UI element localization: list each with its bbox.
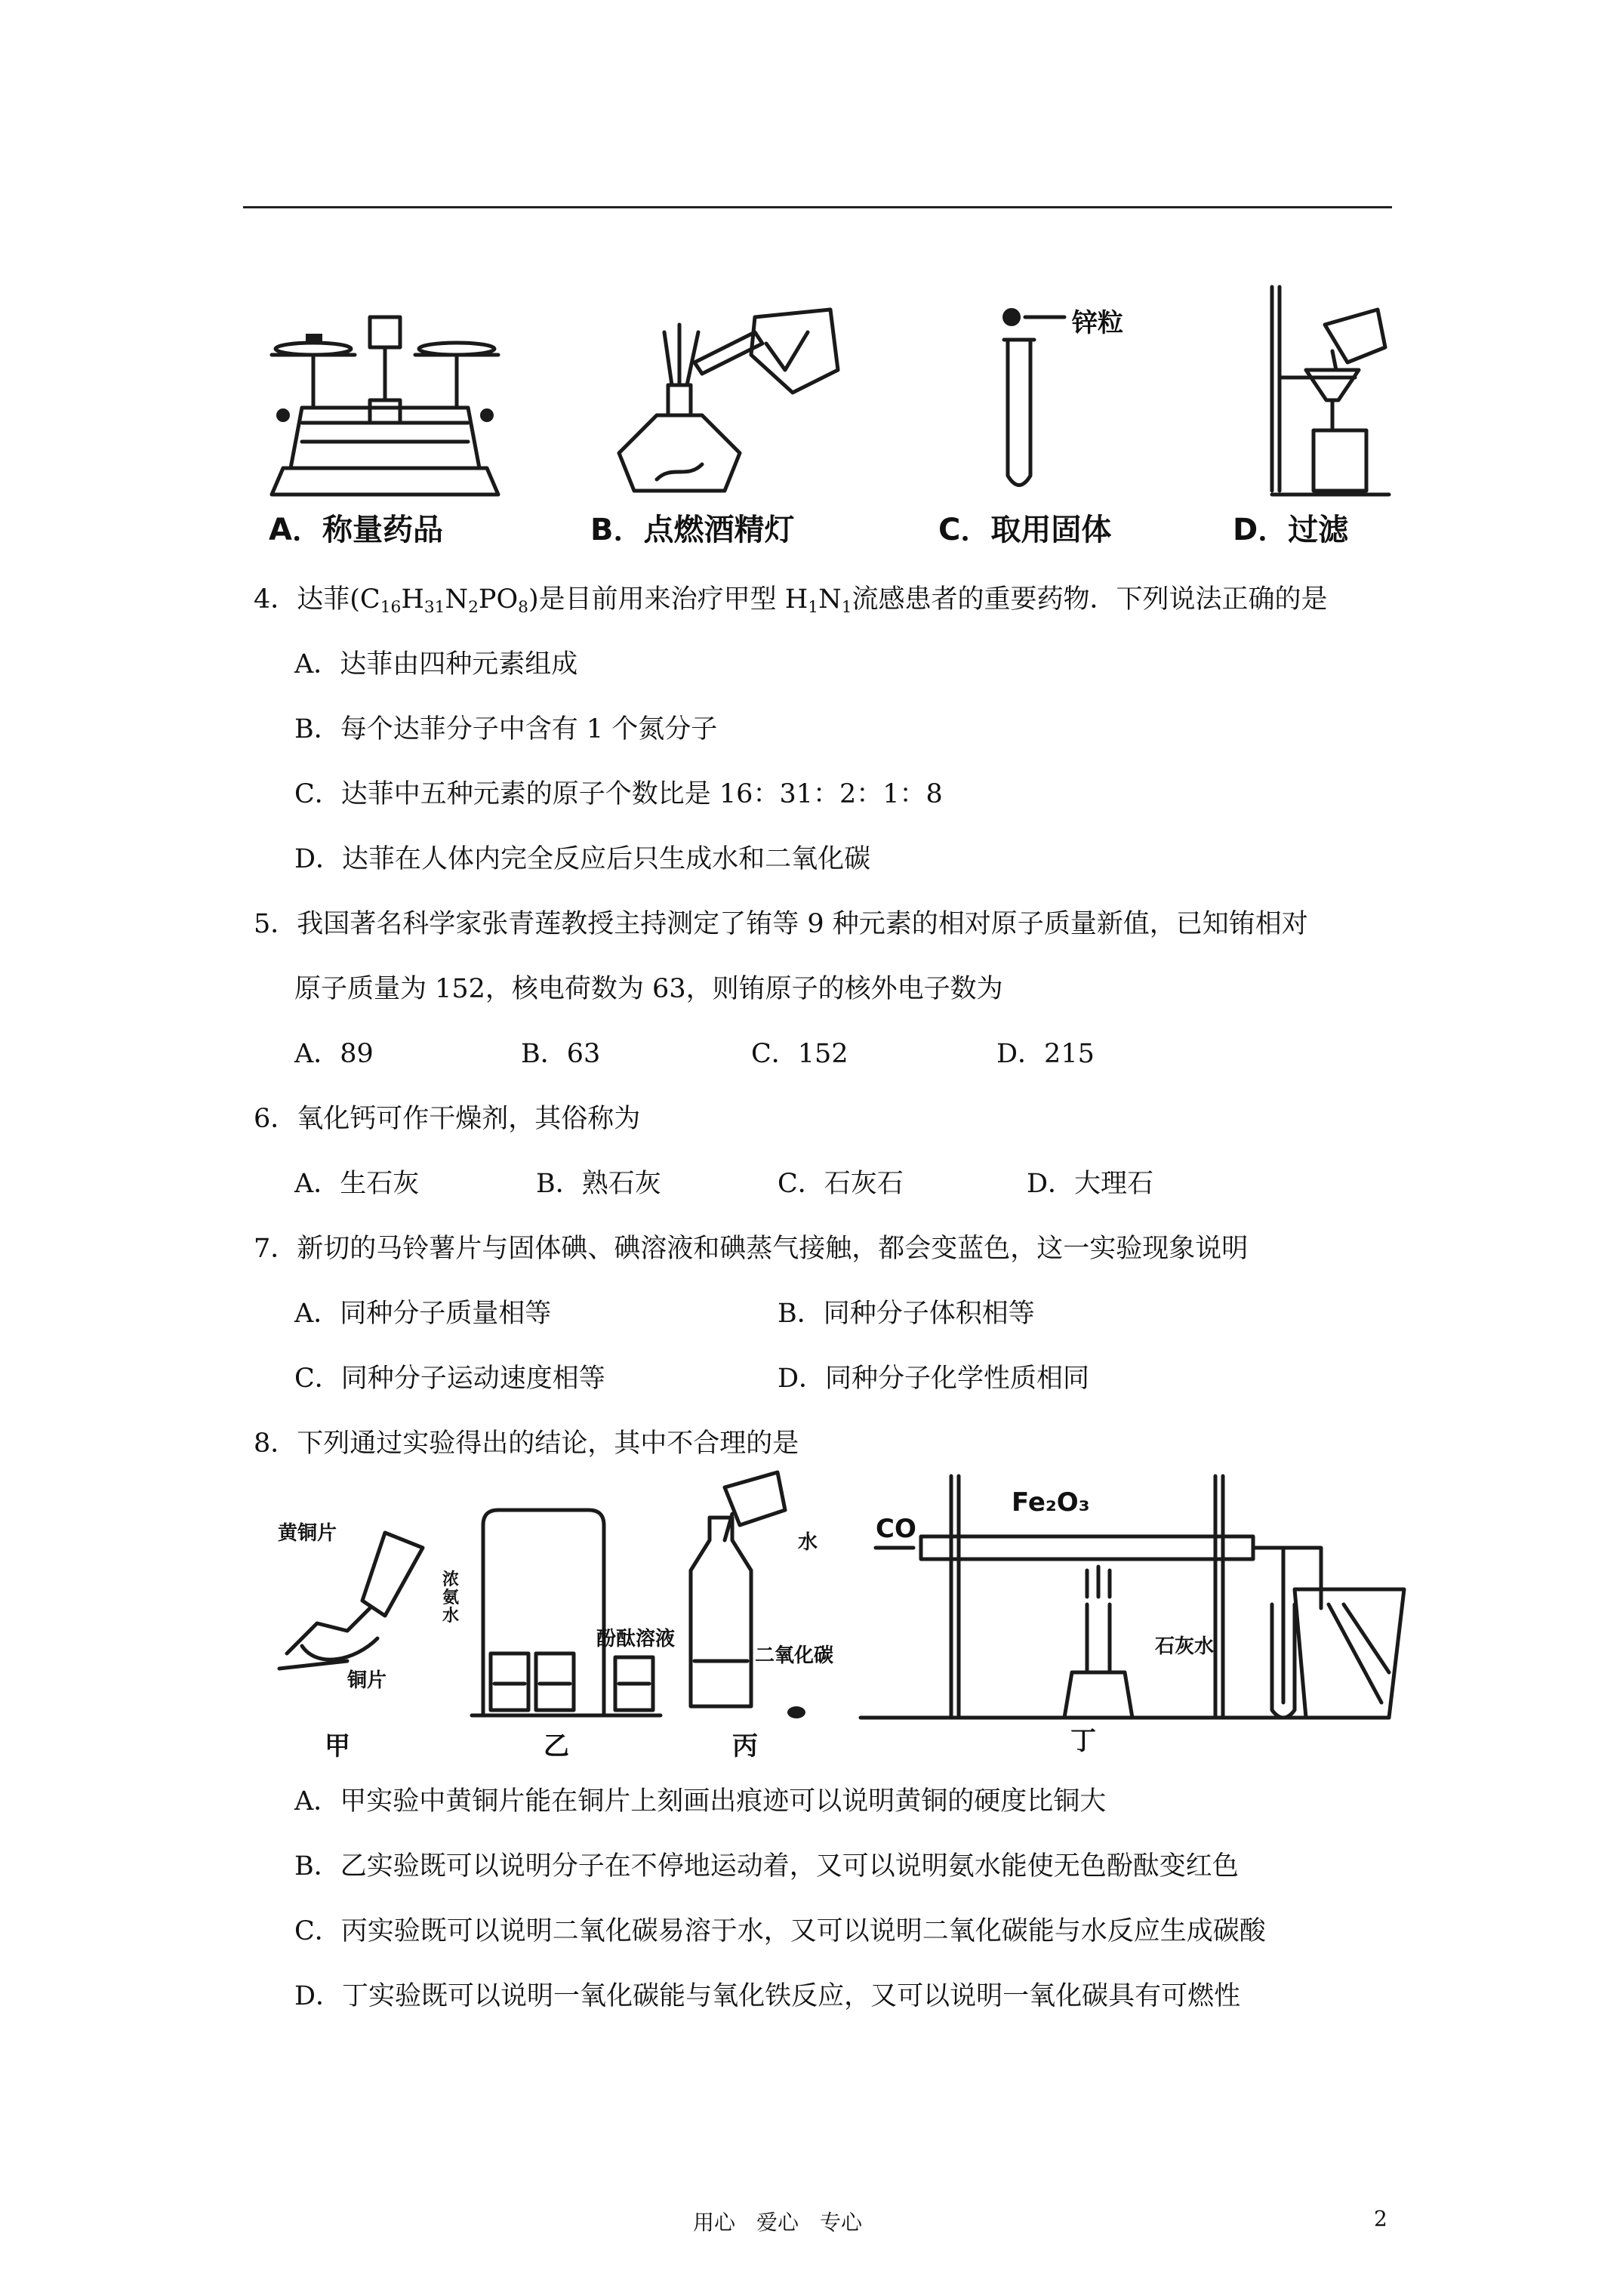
copper-label: 铜片 (347, 1669, 387, 1692)
label-jia: 甲 (325, 1731, 350, 1761)
q5-option-d: D．215 (996, 1039, 1095, 1069)
bottle-illustration (679, 1472, 830, 1721)
q4-option-a: A．达菲由四种元素组成 (294, 649, 578, 680)
q5-stem-line2: 原子质量为 152，核电荷数为 63，则铕原子的核外电子数为 (294, 974, 1003, 1004)
label-take-solid: C．取用固体 (938, 513, 1112, 547)
page-number: 2 (1374, 2206, 1387, 2231)
balance-illustration (257, 302, 513, 498)
q6-option-a: A．生石灰 (294, 1169, 420, 1199)
q4-option-b: B．每个达菲分子中含有 1 个氮分子 (294, 714, 718, 744)
test-tube-illustration (989, 302, 1079, 498)
phenolphthalein-label: 酚酞溶液 (596, 1628, 676, 1650)
label-bing: 丙 (732, 1731, 758, 1761)
filtration-illustration (1249, 279, 1400, 498)
q7-option-b: B．同种分子体积相等 (778, 1299, 1035, 1329)
header-rule (243, 206, 1392, 208)
q5-option-a: A．89 (294, 1039, 374, 1069)
label-weigh: A．称量药品 (269, 513, 443, 547)
q5-option-c: C．152 (751, 1039, 848, 1069)
q7-option-c: C．同种分子运动速度相等 (294, 1364, 605, 1394)
q8-stem: 8．下列通过实验得出的结论，其中不合理的是 (254, 1428, 799, 1459)
co-label: CO (876, 1514, 916, 1544)
brass-label: 黄铜片 (278, 1522, 337, 1545)
q5-stem-line1: 5．我国著名科学家张青莲教授主持测定了铕等 9 种元素的相对原子质量新值，已知铕相对 (254, 909, 1308, 939)
label-yi: 乙 (544, 1731, 569, 1761)
fe2o3-label: Fe₂O₃ (1012, 1487, 1090, 1518)
q6-option-c: C．石灰石 (778, 1169, 904, 1199)
zinc-label: 锌粒 (1072, 308, 1123, 338)
q8-option-a: A．甲实验中黄铜片能在铜片上刻画出痕迹可以说明黄铜的硬度比铜大 (294, 1786, 1107, 1817)
q5-option-b: B．63 (521, 1039, 601, 1069)
q7-option-d: D．同种分子化学性质相同 (778, 1364, 1090, 1394)
q6-option-d: D．大理石 (1027, 1169, 1154, 1199)
q7-stem: 7．新切的马铃薯片与固体碘、碘溶液和碘蒸气接触，都会变蓝色，这一实验现象说明 (254, 1234, 1249, 1264)
q8-option-b: B．乙实验既可以说明分子在不停地运动着，又可以说明氨水能使无色酚酞变红色 (294, 1851, 1239, 1881)
q8-option-c: C．丙实验既可以说明二氧化碳易溶于水，又可以说明二氧化碳能与水反应生成碳酸 (294, 1916, 1266, 1946)
q7-option-a: A．同种分子质量相等 (294, 1299, 552, 1329)
q4-stem: 4．达菲$(C_{16}H_{31}N_2PO_8)$是目前用来治疗甲型 $H_1N_1$流感患者的重要药物．下列说法正确的是 (254, 584, 1328, 617)
q6-option-b: B．熟石灰 (536, 1169, 661, 1199)
co2-label: 二氧化碳 (755, 1644, 834, 1667)
q4-option-d: D．达菲在人体内完全反应后只生成水和二氧化碳 (294, 844, 871, 874)
co-reduction-illustration (861, 1476, 1404, 1729)
ammonia-label: 浓氨水 (442, 1570, 460, 1626)
q6-stem: 6．氧化钙可作干燥剂，其俗称为 (254, 1104, 641, 1134)
water-label: 水 (798, 1531, 818, 1554)
q4-option-c: C．达菲中五种元素的原子个数比是 16：31：2：1：8 (294, 779, 943, 809)
limewater-label: 石灰水 (1155, 1635, 1215, 1658)
label-light-lamp: B．点燃酒精灯 (590, 513, 795, 547)
q8-option-d: D．丁实验既可以说明一氧化碳能与氧化铁反应，又可以说明一氧化碳具有可燃性 (294, 1981, 1241, 2011)
label-ding: 丁 (1070, 1726, 1096, 1756)
alcohol-lamp-illustration (611, 302, 845, 498)
label-filter: D．过滤 (1233, 513, 1349, 547)
bell-jar-illustration (468, 1502, 664, 1721)
footer-motto: 用心 爱心 专心 (693, 2210, 863, 2235)
